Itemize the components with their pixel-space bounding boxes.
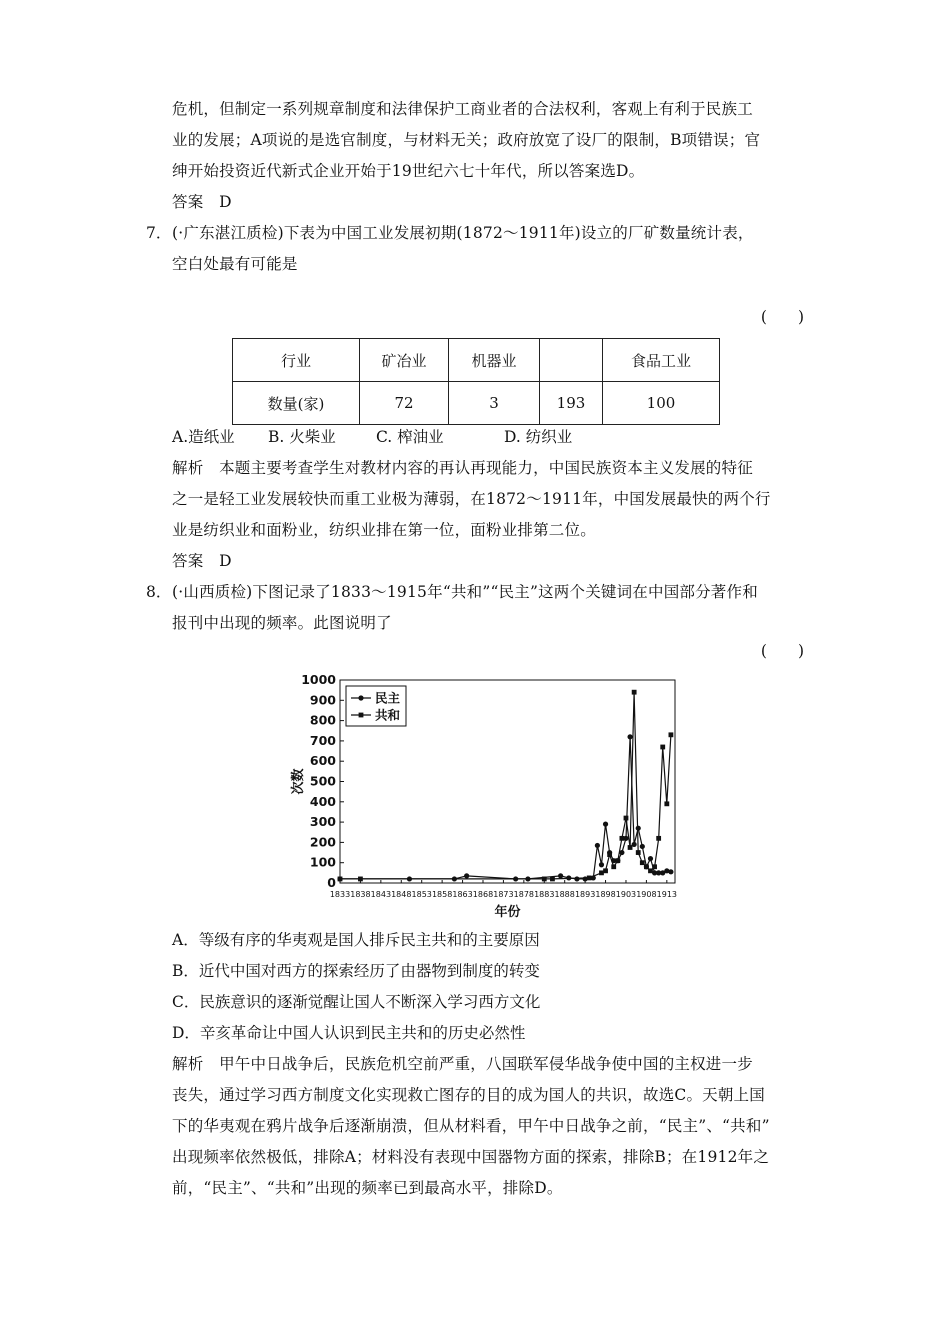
- factory-stats-table: [232, 338, 720, 425]
- y-tick-label: 200: [309, 834, 336, 850]
- table-row: [233, 382, 720, 425]
- y-tick-label: 600: [309, 753, 336, 769]
- analysis-line: 解析 本题主要考查学生对教材内容的再认再现能力，中国民族资本主义发展的特征: [172, 459, 753, 477]
- option-a: A.造纸业: [172, 428, 235, 446]
- x-tick-label: 1863: [452, 890, 473, 899]
- choice-a: A．等级有序的华夷观是国人排斥民主共和的主要原因: [172, 931, 540, 949]
- data-point-gonghe: [656, 836, 661, 841]
- explanation-line: 危机，但制定一系列规章制度和法律保护工商业者的合法权利，客观上有利于民族工: [172, 100, 753, 118]
- x-tick-label: 1873: [493, 890, 514, 899]
- option-c: C. 榨油业: [376, 428, 444, 446]
- analysis-line: 出现频率依然极低，排除A；材料没有表现中国器物方面的探索，排除B；在1912年之: [172, 1148, 770, 1166]
- x-tick-label: 1868: [472, 890, 494, 899]
- data-point-minzhu: [668, 869, 673, 874]
- question-stem: 空白处最有可能是: [172, 255, 298, 273]
- question-stem: (·山西质检)下图记录了1833～1915年“共和”“民主”这两个关键词在中国部分著作和: [172, 583, 758, 601]
- analysis-line: 下的华夷观在鸦片战争后逐渐崩溃，但从材料看，甲午中日战争之前，“民主”、“共和”: [172, 1117, 770, 1135]
- data-point-minzhu: [648, 856, 653, 861]
- data-point-gonghe: [338, 877, 343, 882]
- data-point-gonghe: [632, 690, 637, 695]
- data-point-minzhu: [574, 876, 579, 881]
- x-axis-label: 年份: [494, 905, 521, 920]
- table-cell: 矿冶业: [360, 339, 449, 382]
- y-axis-label: 次数: [291, 768, 306, 795]
- data-point-gonghe: [611, 864, 616, 869]
- y-tick-label: 700: [309, 732, 336, 748]
- data-point-gonghe: [550, 877, 555, 882]
- choice-b: B．近代中国对西方的探索经历了由器物到制度的转变: [172, 962, 540, 980]
- analysis-line: 前，“民主”、“共和”出现的频率已到最高水平，排除D。: [172, 1179, 563, 1197]
- x-tick-label: 1838: [350, 890, 371, 899]
- data-point-gonghe: [644, 864, 649, 869]
- data-point-minzhu: [627, 734, 632, 739]
- table-cell: 机器业: [449, 339, 540, 382]
- data-point-gonghe: [648, 868, 653, 873]
- data-point-gonghe: [587, 876, 592, 881]
- answer-bracket: ( ): [760, 308, 804, 326]
- x-tick-label: 1878: [513, 890, 535, 899]
- data-point-gonghe: [599, 870, 604, 875]
- data-point-gonghe: [652, 864, 657, 869]
- option-d: D. 纺织业: [504, 428, 573, 446]
- analysis-line: 丧失，通过学习西方制度文化实现救亡图存的目的成为国人的共识，故选C。天朝上国: [172, 1086, 765, 1104]
- data-point-gonghe: [619, 836, 624, 841]
- data-point-minzhu: [595, 843, 600, 848]
- data-point-gonghe: [358, 877, 363, 882]
- legend-label: 共和: [375, 707, 401, 723]
- data-point-minzhu: [636, 826, 641, 831]
- table-cell: 193: [540, 382, 603, 425]
- y-tick-label: 100: [309, 854, 336, 870]
- data-point-gonghe: [628, 845, 633, 850]
- table-cell: 食品工业: [603, 339, 720, 382]
- question-stem: 报刊中出现的频率。此图说明了: [172, 614, 392, 632]
- data-point-gonghe: [640, 860, 645, 865]
- answer-line: 答案 D: [172, 193, 232, 211]
- y-tick-label: 500: [309, 773, 336, 789]
- y-tick-label: 900: [309, 692, 336, 708]
- x-tick-label: 1908: [636, 890, 657, 899]
- option-b: B. 火柴业: [268, 428, 336, 446]
- answer-bracket: ( ): [760, 642, 804, 660]
- analysis-line: 之一是轻工业发展较快而重工业极为薄弱，在1872～1911年，中国发展最快的两个行: [172, 490, 771, 508]
- table-cell-blank: [540, 339, 603, 382]
- legend-marker-circle: [358, 695, 363, 700]
- x-tick-label: 1898: [595, 890, 616, 899]
- table-cell: 100: [603, 382, 720, 425]
- data-point-gonghe: [664, 801, 669, 806]
- y-tick-label: 800: [309, 712, 336, 728]
- data-point-gonghe: [636, 850, 641, 855]
- choice-d: D．辛亥革命让中国人认识到民主共和的历史必然性: [172, 1024, 526, 1042]
- data-point-gonghe: [603, 868, 608, 873]
- analysis-line: 业是纺织业和面粉业，纺织业排在第一位，面粉业排第二位。: [172, 521, 596, 539]
- table-header-row: [233, 339, 720, 382]
- question-stem: (·广东湛江质检)下表为中国工业发展初期(1872～1911年)设立的厂矿数量统计表，: [172, 224, 754, 242]
- explanation-line: 业的发展；A项说的是选官制度，与材料无关；政府放宽了设厂的限制，B项错误；官: [172, 131, 761, 149]
- data-point-gonghe: [624, 816, 629, 821]
- x-tick-label: 1903: [615, 890, 637, 899]
- data-point-minzhu: [640, 844, 645, 849]
- data-point-minzhu: [603, 822, 608, 827]
- x-tick-label: 1913: [656, 890, 678, 899]
- x-tick-label: 1848: [391, 890, 412, 899]
- x-tick-label: 1833: [329, 890, 351, 899]
- data-point-minzhu: [558, 873, 563, 878]
- x-tick-label: 1858: [431, 890, 453, 899]
- y-tick-label: 1000: [301, 672, 336, 687]
- table-cell: 72: [360, 382, 449, 425]
- series-line-minzhu: [340, 737, 671, 879]
- x-tick-label: 1888: [554, 890, 575, 899]
- data-point-gonghe: [607, 852, 612, 857]
- choice-c: C．民族意识的逐渐觉醒让国人不断深入学习西方文化: [172, 993, 541, 1011]
- y-tick-label: 400: [309, 793, 336, 809]
- data-point-gonghe: [669, 732, 674, 737]
- x-tick-label: 1893: [574, 890, 596, 899]
- chart-legend: [346, 686, 406, 726]
- answer-line: 答案 D: [172, 552, 232, 570]
- x-tick-label: 1853: [411, 890, 432, 899]
- data-point-minzhu: [464, 873, 469, 878]
- legend-label: 民主: [375, 690, 401, 706]
- data-point-gonghe: [615, 858, 620, 863]
- analysis-line: 解析 甲午中日战争后，民族危机空前严重，八国联军侵华战争使中国的主权进一步: [172, 1055, 753, 1073]
- explanation-line: 绅开始投资近代新式企业开始于19世纪六七十年代，所以答案选D。: [172, 162, 645, 180]
- data-point-gonghe: [660, 745, 665, 750]
- table-cell: 3: [449, 382, 540, 425]
- table-cell: 数量(家): [233, 382, 360, 425]
- legend-marker-square: [359, 713, 364, 718]
- y-tick-label: 0: [327, 875, 336, 890]
- data-point-minzhu: [599, 862, 604, 867]
- table-cell: 行业: [233, 339, 360, 382]
- frequency-line-chart: [290, 668, 690, 920]
- question-number: 8．: [146, 583, 172, 601]
- x-tick-label: 1843: [370, 890, 392, 899]
- y-tick-label: 300: [309, 814, 336, 830]
- options-row: [172, 426, 572, 448]
- x-tick-label: 1883: [534, 890, 555, 899]
- question-number: 7．: [146, 224, 172, 242]
- data-point-gonghe: [542, 877, 547, 882]
